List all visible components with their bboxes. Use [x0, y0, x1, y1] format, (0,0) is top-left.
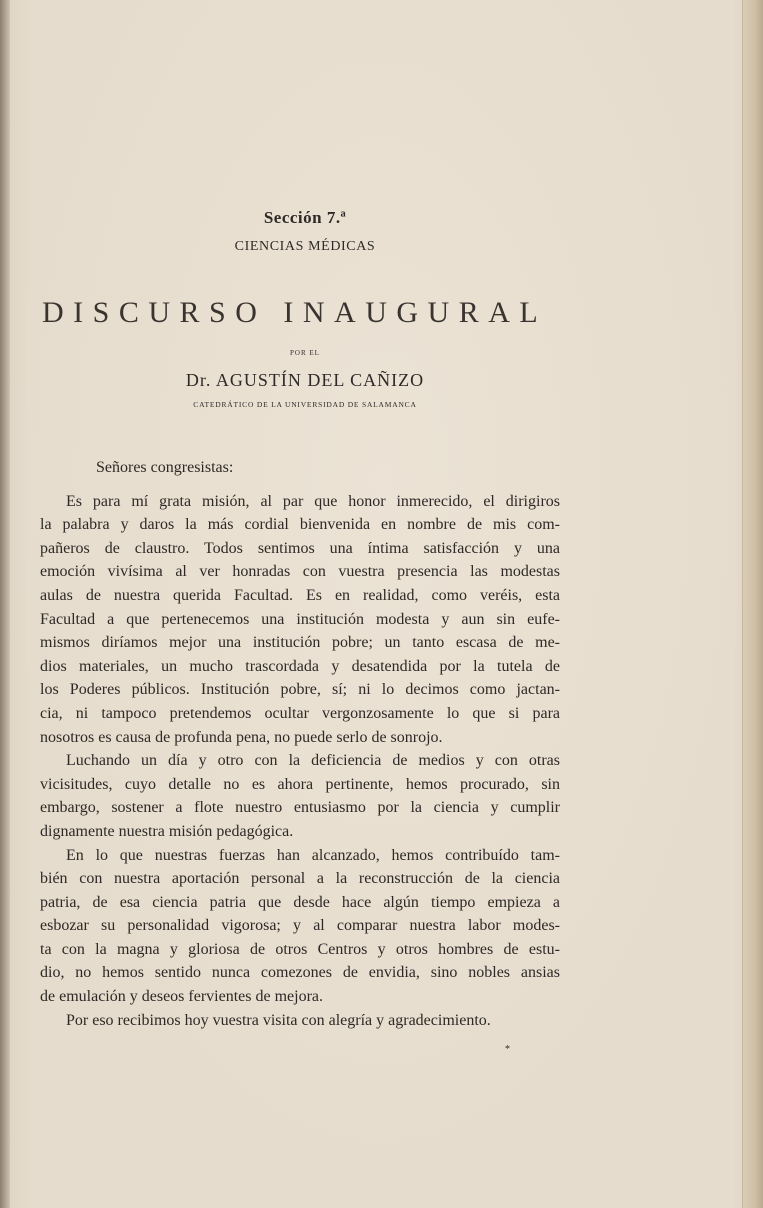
text-line: la palabra y daros la más cordial bienvenida en nombre de mis com- [40, 516, 560, 534]
main-title: DISCURSO INAUGURAL [42, 296, 548, 329]
por-el-label: POR EL [290, 349, 320, 357]
text-line: cia, ni tampoco pretendemos ocultar vergonzosamente lo que si para [40, 704, 560, 722]
signature-mark: * [505, 1044, 510, 1055]
text-line: patria, de esa ciencia patria que desde hace algún tiempo empieza a [40, 893, 560, 911]
text-line: dio, no hemos sentido nunca comezones de envidia, sino nobles ansias [40, 964, 560, 982]
author-name: AGUSTÍN DEL CAÑIZO [215, 370, 425, 390]
text-line: bién con nuestra aportación personal a la reconstrucción de la ciencia [40, 870, 560, 888]
text-line: pañeros de claustro. Todos sentimos una íntima satisfacción y una [40, 539, 560, 557]
text-line: de emulación y deseos fervientes de mejora. [40, 988, 323, 1006]
text-line: emoción vivísima al ver honradas con vuestra presencia las modestas [40, 563, 560, 581]
text-line: Luchando un día y otro con la deficiencia de medios y con otras [66, 752, 560, 770]
text-line: aulas de nuestra querida Facultad. Es en realidad, como veréis, esta [40, 586, 560, 604]
paragraphs [40, 490, 560, 1033]
text-line: embargo, sostener a flote nuestro entusiasmo por la ciencia y cumplir [40, 799, 560, 817]
author-prefix: Dr. [185, 370, 212, 390]
text-line: En lo que nuestras fuerzas han alcanzado, hemos contribuído tam- [66, 846, 560, 864]
section-subtitle: CIENCIAS MÉDICAS [234, 239, 376, 254]
author-line [0, 370, 610, 391]
text-line: vicisitudes, cuyo detalle no es ahora pertinente, hemos procurado, sin [40, 775, 560, 793]
text-line: Facultad a que pertenecemos una institución modesta y aun sin eufe- [40, 610, 560, 628]
paragraph [40, 1009, 560, 1033]
text-line: dignamente nuestra misión pedagógica. [40, 822, 294, 840]
author-position: CATEDRÁTICO DE LA UNIVERSIDAD DE SALAMANCA [193, 400, 417, 409]
section-title: Sección 7.ª [263, 208, 347, 227]
page-left-edge [0, 0, 10, 1208]
text-line: Es para mí grata misión, al par que honor inmerecido, el dirigiros [66, 492, 560, 510]
paragraph [40, 844, 560, 1009]
document-body [40, 456, 560, 1032]
paragraph [40, 490, 560, 750]
page-right-edge [742, 0, 763, 1208]
text-line: dios materiales, un mucho trascordada y desatendida por la tutela de [40, 657, 560, 675]
paragraph [40, 749, 560, 843]
text-line: los Poderes públicos. Institución pobre, sí; ni lo decimos como jactan- [40, 681, 560, 699]
salutation: Señores congresistas: [96, 459, 234, 476]
text-line: Por eso recibimos hoy vuestra visita con alegría y agradecimiento. [66, 1011, 491, 1029]
text-line: ta con la magna y gloriosa de otros Centros y otros hombres de estu- [40, 940, 560, 958]
text-line: nosotros es causa de profunda pena, no puede serlo de sonrojo. [40, 728, 443, 746]
text-line: mismos diríamos mejor una institución pobre; un tanto escasa de me- [40, 634, 560, 652]
text-line: esbozar su personalidad vigorosa; y al comparar nuestra labor modes- [40, 917, 560, 935]
